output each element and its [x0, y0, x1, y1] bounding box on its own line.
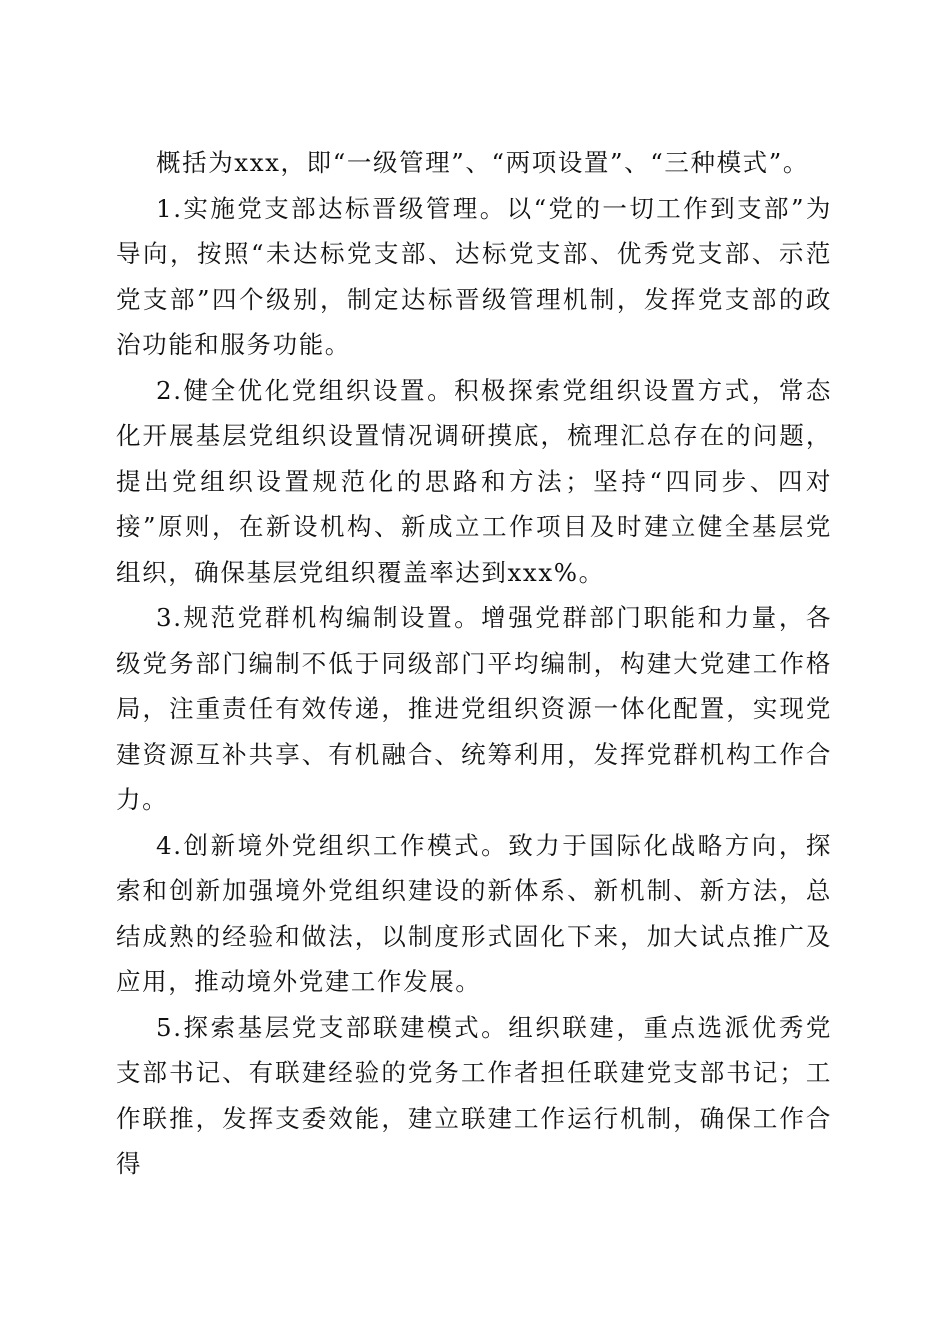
paragraph-item-4: 4.创新境外党组织工作模式。致力于国际化战略方向，探索和创新加强境外党组织建设的新体系、新机制、新方法，总结成熟的经验和做法，以制度形式固化下来，加大试点推广及应用，推动境外党建工作发展。	[116, 830, 832, 996]
paragraph-item-2: 2.健全优化党组织设置。积极探索党组织设置方式，常态化开展基层党组织设置情况调研摸底，梳理汇总存在的问题，提出党组织设置规范化的思路和方法；坚持“四同步、四对接”原则，在新设机构、新成立工作项目及时建立健全基层党组织，确保基层党组织覆盖率达到xxx%。	[116, 375, 832, 587]
paragraph-item-5: 5.探索基层党支部联建模式。组织联建，重点选派优秀党支部书记、有联建经验的党务工作者担任联建党支部书记；工作联推，发挥支委效能，建立联建工作运行机制，确保工作合得	[116, 1012, 832, 1178]
paragraph-item-1: 1.实施党支部达标晋级管理。以“党的一切工作到支部”为导向，按照“未达标党支部、达标党支部、优秀党支部、示范党支部”四个级别，制定达标晋级管理机制，发挥党支部的政治功能和服务功能。	[116, 193, 832, 359]
paragraph-item-3: 3.规范党群机构编制设置。增强党群部门职能和力量，各级党务部门编制不低于同级部门平均编制，构建大党建工作格局，注重责任有效传递，推进党组织资源一体化配置，实现党建资源互补共享、有机融合、统筹利用，发挥党群机构工作合力。	[116, 603, 832, 814]
document-body	[116, 140, 832, 1187]
paragraph-intro: 概括为xxx，即“一级管理”、“两项设置”、“三种模式”。	[156, 148, 809, 177]
